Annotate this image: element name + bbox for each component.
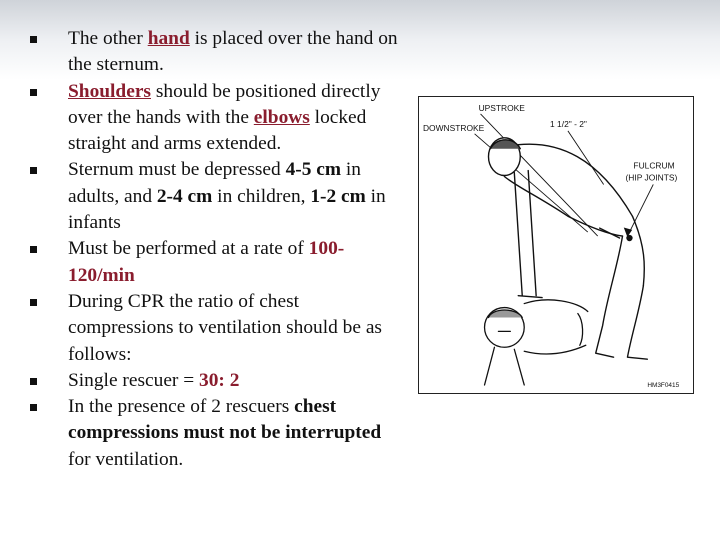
depth-children: 2-4 cm	[156, 185, 213, 207]
bullet-text: in children,	[212, 185, 311, 207]
bullet-item	[30, 236, 408, 289]
bullet-list	[30, 26, 408, 473]
bullet-text: for ventilation.	[68, 448, 184, 470]
keyword-elbows: elbows	[253, 106, 310, 128]
bullet-text: in adults, and	[68, 159, 361, 207]
keyword-no-interruption: chest compressions must not be interrupted	[68, 396, 382, 444]
patient-figure	[485, 300, 588, 385]
bullet-text: should be positioned directly over the hands with the	[68, 80, 381, 128]
bullet-text: In the presence of 2 rescuers	[68, 396, 295, 418]
bullet-square-icon	[30, 36, 37, 43]
label-figure-code: HM3F0415	[647, 381, 680, 389]
bullet-square-icon	[30, 246, 37, 253]
bullet-item	[30, 79, 408, 158]
keyword-shoulders: Shoulders	[68, 80, 151, 102]
bullet-square-icon	[30, 404, 37, 411]
bullet-square-icon	[30, 89, 37, 96]
bullet-text: Sternum must be depressed	[68, 159, 286, 181]
bullet-item	[30, 26, 408, 79]
bullet-item	[30, 394, 408, 473]
label-depth: 1 1/2" - 2"	[550, 118, 587, 129]
cpr-drawing	[419, 97, 693, 393]
bullet-square-icon	[30, 167, 37, 174]
depth-adults: 4-5 cm	[285, 159, 342, 181]
bullet-item	[30, 289, 408, 368]
bullet-item	[30, 157, 408, 236]
bullet-text: locked straight and arms extended.	[68, 106, 367, 155]
ratio-value: 30: 2	[199, 369, 240, 391]
label-downstroke: DOWNSTROKE	[422, 122, 485, 133]
bullet-text: Single rescuer =	[68, 369, 200, 391]
bullet-item	[30, 368, 408, 394]
bullet-text: is placed over the hand on the sternum.	[68, 28, 398, 76]
bullet-text: During CPR the ratio of chest compressions to ventilation should be as follows:	[68, 290, 382, 365]
label-hip-joints: (HIP JOINTS)	[625, 172, 678, 183]
cpr-illustration	[418, 96, 694, 394]
bullet-text: Must be performed at a rate of	[68, 238, 309, 260]
compression-rate: 100-120/min	[68, 238, 345, 286]
label-upstroke: UPSTROKE	[478, 102, 525, 113]
bullet-square-icon	[30, 378, 37, 385]
bullet-square-icon	[30, 299, 37, 306]
depth-infants: 1-2 cm	[310, 185, 366, 207]
keyword-hand: hand	[147, 28, 190, 49]
bullet-text: The other	[68, 28, 148, 49]
bullet-text: in infants	[68, 185, 386, 234]
label-fulcrum: FULCRUM	[633, 160, 675, 171]
